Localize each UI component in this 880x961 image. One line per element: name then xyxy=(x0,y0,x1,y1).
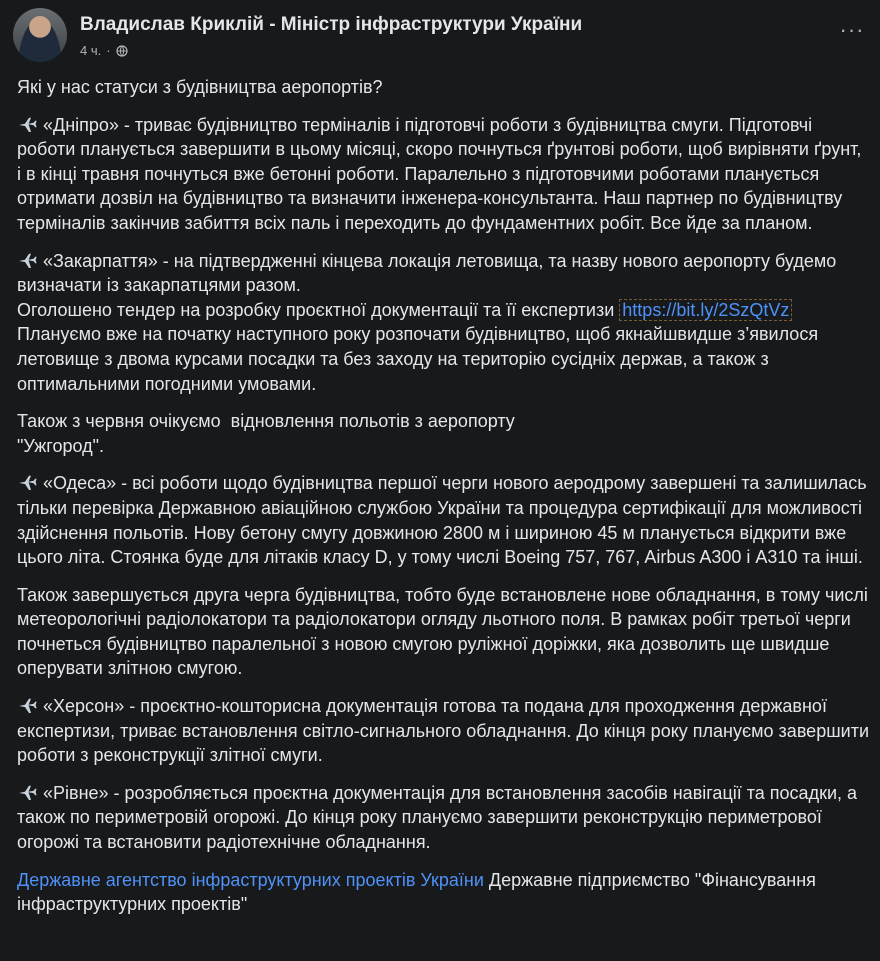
airplane-icon xyxy=(17,252,37,270)
zakarpattia-paragraph xyxy=(17,249,869,397)
post-content xyxy=(17,75,869,930)
airplane-icon xyxy=(17,474,37,492)
globe-icon xyxy=(116,45,128,57)
zakarpattia-text-3: Плануємо вже на початку наступного року розпочати будівництво, щоб якнайшвидше з’явилося летовище з двома курсами посадки та без заходу на територію сусідніх держав, а також з оптимальними погодними умовами. xyxy=(17,324,819,394)
uzhhorod-line-2: "Ужгород". xyxy=(17,435,104,456)
kherson-paragraph xyxy=(17,694,869,768)
post-header xyxy=(13,8,868,64)
odesa-paragraph xyxy=(17,471,869,569)
rivne-paragraph xyxy=(17,781,869,855)
uzhhorod-line-1: Також з червня очікуємо відновлення польотів з аеропорту xyxy=(17,411,515,432)
footer-paragraph xyxy=(17,868,869,917)
footer-text: Державне підприємство "Фінансування інфраструктурних проектів" xyxy=(17,869,816,915)
agency-tag-link[interactable]: Державне агентство інфраструктурних проектів України xyxy=(17,869,484,890)
kherson-text: «Херсон» - проєктно-кошторисна документація готова та подана для проходження державної експертизи, триває встановлення світло-сигнального обладнання. До кінця року плануємо завершити роботи з реконструкції злітної смуги. xyxy=(17,696,869,766)
rivne-text: «Рівне» - розробляється проєктна документація для встановлення засобів навігації та посадки, а також по периметровій огорожі. До кінця року плануємо завершити реконструкцію периметрової огорожі та встановити радіотехнічне обладнання. xyxy=(17,782,858,853)
airplane-icon xyxy=(17,116,37,134)
uzhhorod-paragraph xyxy=(17,409,869,458)
tender-link[interactable]: https://bit.ly/2SzQtVz xyxy=(619,299,792,321)
avatar[interactable] xyxy=(13,8,67,62)
dnipro-paragraph xyxy=(17,113,869,236)
zakarpattia-text-1: «Закарпаття» - на підтвердженні кінцева локація летовища, та назву нового аеропорту будемо визначати із закарпатцями разом. xyxy=(17,250,837,296)
post-time[interactable]: 4 ч. xyxy=(80,43,102,58)
odesa-second-paragraph: Також завершується друга черга будівництва, тобто буде встановлене нове обладнання, в тому числі метеорологічні радіолокатори та радіолокатори огляду льотного поля. В рамках робіт третьої черги почнеться будівництво паралельної з новою смугою руліжної доріжки, яка дозволить ще швидше оперувати злітною смугою. xyxy=(17,584,868,679)
author-name[interactable]: Владислав Криклій - Міністр інфраструктури України xyxy=(80,14,583,35)
airplane-icon xyxy=(17,784,37,802)
dnipro-text: «Дніпро» - триває будівництво терміналів і підготовчі роботи з будівництва смуги. Підготовчі роботи планується завершити в цьому місяці, скоро почнуться ґрунтові роботи, щоб вирівняти ґрунт, і в кінці травня почнуться вже бетонні роботи. Паралельно з підготовчими роботами планується отримати дозвіл на будівництво та визначити інженера-консультанта. Наш партнер по будівництву терміналів закінчив забиття всіх паль і переходить до фундаментних робіт. Все йде за планом. xyxy=(17,114,862,233)
intro-paragraph: Які у нас статуси з будівництва аеропортів? xyxy=(17,77,383,97)
post-meta xyxy=(80,43,128,58)
meta-separator: · xyxy=(106,43,111,58)
airplane-icon xyxy=(17,697,37,715)
more-options-button[interactable]: ··· xyxy=(839,17,865,42)
odesa-text: «Одеса» - всі роботи щодо будівництва першої черги нового аеродрому завершені та залишилась тільки перевірка Державною авіаційною службою України та процедура сертифікації для можливості здійснення польотів. Нову бетону смугу довжиною 2800 м і шириною 45 м планується відкрити вже цього літа. Стоянка буде для літаків класу D, у тому числі Boeing 757, 767, Airbus A300 і A310 та інші. xyxy=(17,473,867,568)
zakarpattia-text-2: Оголошено тендер на розробку проєктної документації та її експертизи xyxy=(17,299,620,320)
